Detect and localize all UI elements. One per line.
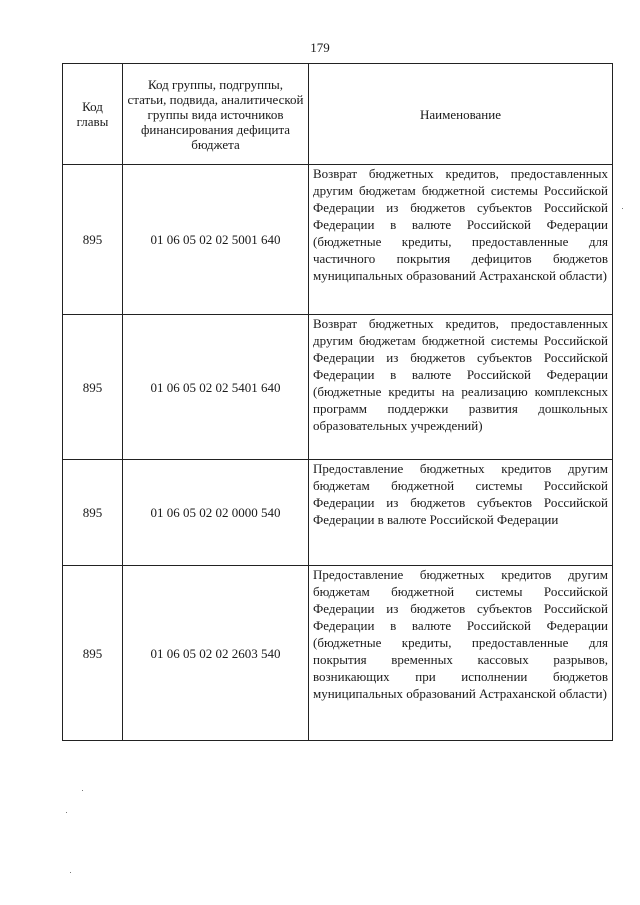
- scan-speck: [66, 812, 67, 813]
- name-cell: Предоставление бюджетных кредитов другим бюджетам бюджетной системы Российской Федерации из бюджетов субъектов Российской Федерации в валюте Российской Федерации (бюджетные кредиты, предоставленные для покрытия временных кассовых разрывов, возникающих при исполнении бюджетов муниципальных образований Астраханской области): [309, 566, 613, 741]
- scan-speck: [622, 208, 623, 209]
- budget-sources-table: [62, 63, 613, 741]
- header-chapter-code: Код главы: [63, 64, 123, 165]
- name-cell: Возврат бюджетных кредитов, предоставленных другим бюджетам бюджетной системы Российской Федерации из бюджетов субъектов Российской Федерации в валюте Российской Федерации (бюджетные кредиты, предоставленные для частичного покрытия дефицитов бюджетов муниципальных образований Астраханской области): [309, 165, 613, 315]
- header-group-code: Код группы, подгруппы, статьи, подвида, аналитической группы вида источников финансирования дефицита бюджета: [123, 64, 309, 165]
- chapter-code-cell: 895: [63, 165, 123, 315]
- source-code-cell: 01 06 05 02 02 2603 540: [123, 566, 309, 741]
- table-row: [63, 566, 613, 741]
- table-row: [63, 315, 613, 460]
- source-code-cell: 01 06 05 02 02 5401 640: [123, 315, 309, 460]
- source-code-cell: 01 06 05 02 02 5001 640: [123, 165, 309, 315]
- chapter-code-cell: 895: [63, 460, 123, 566]
- name-cell: Предоставление бюджетных кредитов другим бюджетам бюджетной системы Российской Федерации из бюджетов субъектов Российской Федерации в валюте Российской Федерации: [309, 460, 613, 566]
- source-code-cell: 01 06 05 02 02 0000 540: [123, 460, 309, 566]
- name-cell: Возврат бюджетных кредитов, предоставленных другим бюджетам бюджетной системы Российской Федерации из бюджетов субъектов Российской Федерации в валюте Российской Федерации (бюджетные кредиты на реализацию комплексных программ поддержки развития дошкольных образовательных учреждений): [309, 315, 613, 460]
- table-row: [63, 165, 613, 315]
- table-row: [63, 460, 613, 566]
- chapter-code-cell: 895: [63, 315, 123, 460]
- table-header-row: [63, 64, 613, 165]
- header-name: Наименование: [309, 64, 613, 165]
- scan-speck: [70, 872, 71, 873]
- chapter-code-cell: 895: [63, 566, 123, 741]
- page-number: 179: [310, 40, 330, 55]
- scan-speck: [82, 790, 83, 791]
